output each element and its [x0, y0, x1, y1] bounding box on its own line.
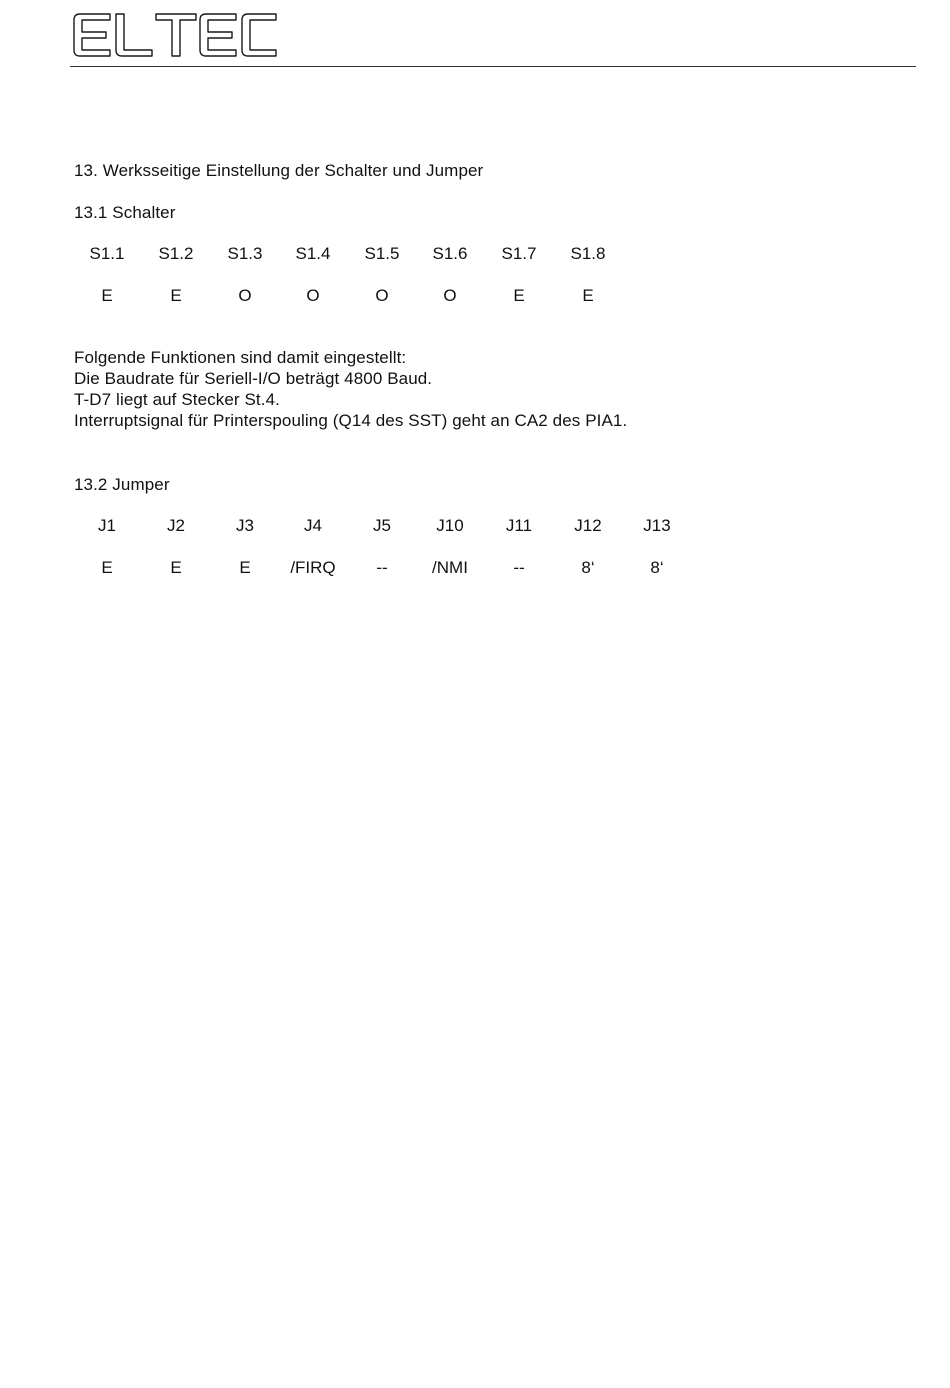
switch-label: S1.2 [158, 244, 194, 263]
jumper-value: E [101, 558, 113, 577]
jumper-label: J4 [304, 516, 322, 535]
jumper-label: J13 [643, 516, 671, 535]
eltec-logo [72, 12, 278, 58]
switch-value: E [513, 286, 525, 305]
jumper-value: 8‘ [581, 558, 595, 577]
jumper-value: 8‘ [650, 558, 664, 577]
switch-label: S1.6 [432, 244, 468, 263]
switch-value: E [582, 286, 594, 305]
jumper-value: /FIRQ [290, 558, 336, 577]
jumper-value: E [239, 558, 251, 577]
jumper-label: J10 [436, 516, 464, 535]
jumper-value: E [170, 558, 182, 577]
switch-label: S1.8 [570, 244, 606, 263]
jumper-value: -- [513, 558, 525, 577]
switch-label: S1.3 [227, 244, 263, 263]
switch-value: O [375, 286, 389, 305]
switch-value: O [238, 286, 252, 305]
switches-heading: 13.1 Schalter [74, 203, 176, 222]
jumper-label: J5 [373, 516, 391, 535]
jumper-label: J3 [236, 516, 254, 535]
jumpers-heading: 13.2 Jumper [74, 475, 170, 494]
jumper-label: J11 [505, 516, 533, 535]
functions-line: Die Baudrate für Seriell-I/O beträgt 4800 Baud. [74, 369, 433, 388]
switch-value: O [443, 286, 457, 305]
jumper-label: J1 [98, 516, 116, 535]
header-rule [70, 66, 916, 67]
functions-line: T-D7 liegt auf Stecker St.4. [74, 390, 280, 409]
switch-value: E [170, 286, 182, 305]
switch-label: S1.4 [295, 244, 331, 263]
switch-value: O [306, 286, 320, 305]
section-title: 13. Werksseitige Einstellung der Schalter und Jumper [74, 161, 484, 180]
jumper-label: J12 [574, 516, 602, 535]
jumper-label: J2 [167, 516, 185, 535]
switch-label: S1.5 [364, 244, 400, 263]
functions-paragraph [74, 347, 627, 431]
switch-value: E [101, 286, 113, 305]
switch-label: S1.1 [89, 244, 125, 263]
jumper-value: /NMI [432, 558, 468, 577]
functions-line: Interruptsignal für Printerspouling (Q14 des SST) geht an CA2 des PIA1. [74, 411, 628, 430]
switch-label: S1.7 [501, 244, 537, 263]
functions-line: Folgende Funktionen sind damit eingestellt: [74, 348, 407, 367]
jumper-value: -- [376, 558, 388, 577]
